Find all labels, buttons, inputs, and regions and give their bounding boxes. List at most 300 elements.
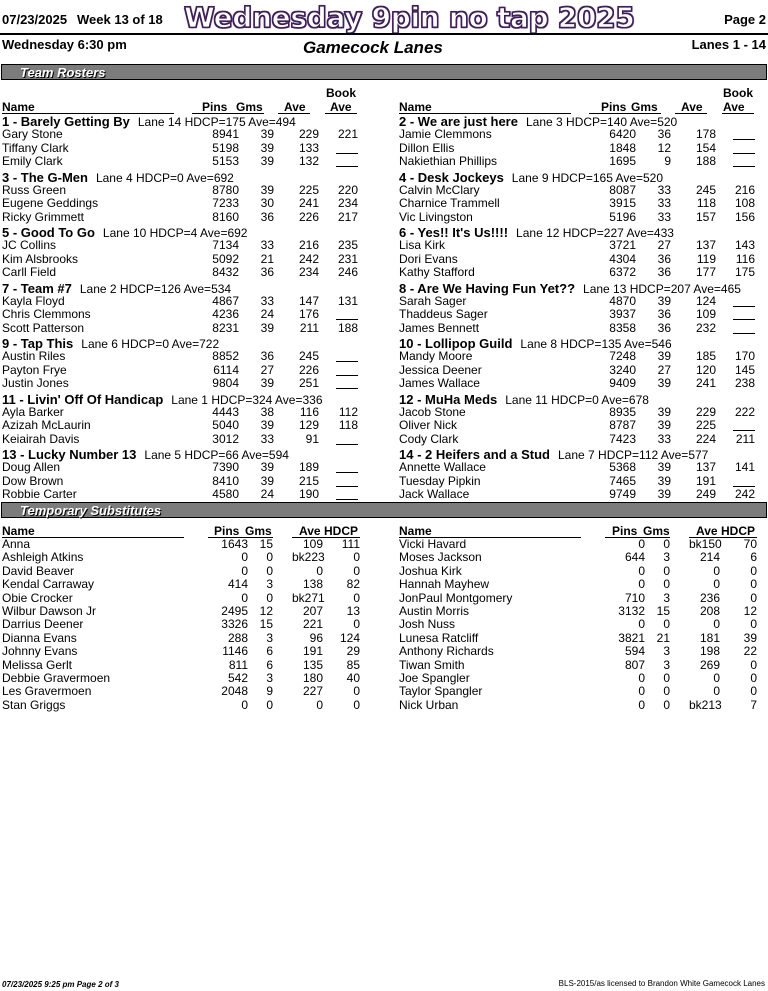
- player-row: [399, 488, 759, 502]
- sub-hdcp: 0: [750, 577, 757, 592]
- player-name: Austin Riles: [2, 349, 66, 363]
- player-games: 39: [260, 473, 274, 488]
- player-average: 118: [696, 196, 716, 210]
- name-header: Name: [399, 100, 432, 114]
- team-title: 2 - We are just here: [399, 114, 518, 129]
- sub-pins: 0: [638, 671, 645, 685]
- sub-pins: 2495: [221, 604, 248, 618]
- sub-name: David Beaver: [2, 563, 75, 578]
- player-games: 36: [260, 209, 274, 224]
- player-pins: 3937: [609, 307, 636, 321]
- player-book-average: 220: [337, 182, 358, 197]
- player-games: 38: [260, 404, 274, 419]
- player-name: Robbie Carter: [2, 487, 77, 501]
- average-header: Ave: [284, 100, 306, 114]
- player-games: 36: [260, 349, 274, 363]
- sub-average: 227: [302, 684, 323, 699]
- player-games: 39: [657, 487, 671, 501]
- sub-row: [399, 578, 768, 592]
- player-book-average: 234: [337, 196, 358, 210]
- games-header: Gms: [631, 100, 658, 114]
- player-average: 226: [298, 209, 319, 224]
- player-pins: 5196: [609, 209, 636, 224]
- sub-name: Johnny Evans: [2, 644, 78, 659]
- sub-pins: 414: [227, 577, 248, 592]
- player-book-average: 116: [735, 251, 755, 266]
- player-row: [399, 142, 759, 156]
- name-header: Name: [2, 100, 35, 114]
- subs-column-left: [2, 524, 372, 724]
- player-row: [399, 475, 759, 489]
- player-games: 33: [260, 238, 274, 252]
- week-label: Week 13 of 18: [77, 12, 163, 27]
- team-info: Lane 13 HDCP=207 Ave=465: [583, 281, 741, 296]
- player-average: 178: [695, 127, 716, 141]
- player-games: 33: [657, 209, 671, 224]
- sub-average: 96: [309, 630, 323, 645]
- player-name: Carll Field: [2, 265, 57, 279]
- sub-games: 0: [266, 590, 273, 605]
- player-book-average: 231: [337, 251, 358, 266]
- player-pins: 8432: [212, 265, 239, 279]
- player-games: 21: [260, 251, 274, 266]
- player-games: 39: [260, 140, 274, 155]
- player-name: Sarah Sager: [399, 293, 467, 308]
- sub-name: Darrius Deener: [2, 617, 84, 632]
- player-average: 176: [298, 307, 319, 321]
- team-info: Lane 6 HDCP=0 Ave=722: [81, 337, 220, 351]
- player-pins: 8852: [212, 349, 239, 363]
- sub-games: 0: [663, 577, 670, 592]
- sub-pins: 0: [241, 697, 248, 712]
- player-pins: 5198: [212, 140, 239, 155]
- player-pins: 4867: [212, 293, 239, 308]
- player-book-average: 216: [734, 182, 755, 197]
- player-pins: 5368: [609, 460, 636, 474]
- team-title: 6 - Yes!! It's Us!!!!: [399, 225, 509, 240]
- book-average-header: Ave: [330, 100, 352, 114]
- player-games: 36: [657, 265, 671, 279]
- sub-name: Kendal Carraway: [2, 577, 95, 592]
- book-average-blank: [733, 295, 755, 307]
- player-book-average: 141: [734, 460, 755, 474]
- player-games: 24: [260, 307, 274, 321]
- sub-hdcp: 40: [346, 671, 360, 685]
- sub-pins: 288: [227, 630, 248, 645]
- sub-average: 198: [699, 644, 720, 659]
- player-average: 147: [298, 293, 319, 308]
- player-name: Keiairah Davis: [2, 431, 80, 446]
- player-pins: 8160: [212, 209, 239, 224]
- team-title: 4 - Desk Jockeys: [399, 169, 504, 185]
- player-name: JC Collins: [2, 238, 57, 252]
- sub-hdcp: 22: [743, 644, 757, 659]
- player-games: 27: [260, 362, 274, 377]
- sub-hdcp: 0: [750, 671, 757, 685]
- player-book-average: 221: [337, 127, 358, 141]
- sub-name: Nick Urban: [399, 697, 459, 712]
- sub-hdcp: 39: [743, 630, 757, 645]
- book-average-blank: [336, 488, 358, 500]
- sub-average: 0: [713, 577, 720, 592]
- center-name: Gamecock Lanes: [303, 38, 443, 57]
- player-row: [2, 461, 362, 475]
- sub-average: 138: [302, 577, 323, 592]
- player-book-average: 131: [337, 293, 358, 308]
- player-name: Vic Livingston: [399, 209, 473, 224]
- player-average: 129: [298, 418, 319, 432]
- player-name: Gary Stone: [2, 127, 63, 141]
- sub-average: 208: [699, 604, 720, 618]
- player-book-average: 238: [734, 376, 755, 390]
- player-pins: 8935: [609, 404, 636, 419]
- book-average-blank: [336, 377, 358, 389]
- player-average: 154: [695, 140, 716, 155]
- sub-pins: 542: [227, 671, 248, 685]
- player-row: [399, 461, 759, 475]
- sub-pins: 594: [624, 644, 645, 659]
- player-book-average: 242: [734, 487, 755, 501]
- sub-hdcp: 82: [346, 577, 360, 592]
- sub-name: JonPaul Montgomery: [399, 590, 513, 605]
- sub-name: Taylor Spangler: [399, 684, 483, 699]
- book-average-header: Ave: [723, 100, 745, 114]
- player-row: [399, 239, 759, 253]
- player-row: [2, 419, 362, 433]
- player-book-average: 235: [337, 238, 358, 252]
- player-name: Ayla Barker: [2, 404, 64, 419]
- player-pins: 3721: [609, 238, 636, 252]
- sub-average: 207: [302, 604, 323, 618]
- footer-print-info: 07/23/2025 9:25 pm Page 2 of 3: [2, 980, 119, 989]
- player-pins: 5092: [212, 251, 239, 266]
- player-games: 33: [657, 431, 671, 446]
- player-name: Dillon Ellis: [399, 140, 455, 155]
- sub-average: 236: [699, 590, 720, 605]
- sub-average: bk213: [689, 697, 722, 712]
- player-pins: 5040: [212, 418, 239, 432]
- player-name: James Wallace: [399, 376, 480, 390]
- team-title: 1 - Barely Getting By: [2, 114, 130, 129]
- sub-games: 0: [663, 697, 670, 712]
- sub-pins: 1146: [222, 644, 248, 659]
- sub-games: 0: [663, 684, 670, 699]
- player-name: Emily Clark: [2, 154, 63, 168]
- sub-games: 3: [266, 630, 273, 645]
- sub-pins: 3326: [221, 617, 248, 632]
- team-rosters-band: [1, 64, 767, 80]
- player-book-average: 170: [734, 349, 755, 363]
- player-row: [2, 211, 362, 225]
- book-average-blank: [336, 475, 358, 487]
- sub-row: [2, 645, 372, 659]
- player-average: 226: [298, 362, 319, 377]
- subs-column-right: [399, 524, 768, 724]
- player-pins: 9804: [212, 376, 239, 390]
- team-info: Lane 5 HDCP=66 Ave=594: [144, 448, 289, 462]
- team-title: 14 - 2 Heifers and a Stud: [399, 447, 550, 462]
- player-row: [2, 295, 362, 309]
- player-pins: 4443: [212, 404, 239, 419]
- sub-pins: 3132: [618, 604, 645, 618]
- player-pins: 3915: [609, 196, 636, 210]
- sub-games: 0: [266, 563, 273, 578]
- player-average: 242: [298, 251, 319, 266]
- player-row: [2, 197, 362, 211]
- day-time: Wednesday 6:30 pm: [2, 37, 127, 52]
- sub-pins: 0: [638, 577, 645, 592]
- sub-average: 191: [302, 644, 323, 659]
- player-row: [2, 364, 362, 378]
- player-pins: 7423: [609, 431, 636, 446]
- sub-pins: 0: [638, 563, 645, 578]
- team-info: Lane 7 HDCP=112 Ave=577: [558, 448, 709, 462]
- games-header: Gms: [236, 100, 263, 114]
- team-rosters-heading: Team Rosters: [20, 65, 106, 80]
- player-pins: 4236: [212, 307, 239, 321]
- player-row: [2, 475, 362, 489]
- sub-games: 6: [266, 657, 273, 672]
- team-title: 9 - Tap This: [2, 336, 74, 351]
- sub-pins: 0: [638, 697, 645, 712]
- player-book-average: 188: [337, 320, 358, 335]
- player-average: 185: [695, 349, 716, 363]
- sub-games: 3: [266, 671, 273, 685]
- player-average: 215: [298, 473, 319, 488]
- league-title: Wednesday 9pin no tap 2025: [184, 1, 635, 34]
- sub-games: 3: [663, 644, 670, 659]
- player-pins: 8410: [212, 473, 239, 488]
- sub-name: Anthony Richards: [399, 644, 494, 659]
- player-average: 241: [695, 376, 716, 390]
- team-title: 10 - Lollipop Guild: [399, 336, 513, 351]
- sub-hdcp: 7: [750, 697, 757, 712]
- sub-name: Stan Griggs: [2, 697, 66, 712]
- sub-name: Melissa Gerlt: [2, 657, 73, 672]
- player-pins: 8087: [609, 182, 636, 197]
- sub-games: 3: [663, 657, 670, 672]
- player-name: Chris Clemmons: [2, 307, 91, 321]
- sub-games-header: Gms: [245, 524, 272, 538]
- sub-hdcp: 13: [346, 604, 360, 618]
- player-row: [399, 406, 759, 420]
- player-pins: 1695: [609, 154, 636, 168]
- player-name: Jack Wallace: [399, 487, 470, 501]
- sub-name: Austin Morris: [399, 604, 470, 618]
- player-name: Russ Green: [2, 182, 67, 197]
- player-name: Ricky Grimmett: [2, 209, 84, 224]
- player-pins: 8780: [212, 182, 239, 197]
- sub-hdcp: 0: [750, 563, 757, 578]
- player-name: Jessica Deener: [399, 362, 482, 377]
- book-header: Book: [723, 86, 753, 100]
- sub-name: Tiwan Smith: [399, 657, 465, 672]
- team-title: 12 - MuHa Meds: [399, 391, 498, 407]
- player-row: [2, 128, 362, 142]
- player-games: 36: [657, 320, 671, 335]
- player-pins: 7465: [609, 473, 636, 488]
- book-average-blank: [336, 308, 358, 320]
- player-row: [399, 433, 759, 447]
- player-name: Tuesday Pipkin: [399, 473, 481, 488]
- sub-pins-header: Pins: [612, 524, 638, 538]
- sub-pins: 1643: [221, 537, 248, 551]
- player-games: 39: [260, 320, 274, 335]
- player-average: 124: [695, 293, 716, 308]
- sub-hdcp: 0: [353, 550, 360, 565]
- player-row: [2, 239, 362, 253]
- player-name: Doug Allen: [2, 460, 61, 474]
- player-book-average: 145: [734, 362, 755, 377]
- sub-games: 3: [266, 577, 273, 592]
- player-games: 39: [260, 154, 274, 168]
- player-games: 33: [657, 196, 671, 210]
- player-book-average: 211: [735, 431, 755, 446]
- player-games: 39: [657, 293, 671, 308]
- player-pins: 8231: [212, 320, 239, 335]
- sub-row: [2, 699, 372, 713]
- sub-row: [399, 618, 768, 632]
- player-average: 225: [695, 418, 716, 432]
- sub-hdcp: 6: [750, 550, 757, 565]
- team-title: 8 - Are We Having Fun Yet??: [399, 280, 576, 296]
- player-average: 109: [695, 307, 716, 321]
- sub-average: 135: [302, 657, 323, 672]
- team-info: Lane 1 HDCP=324 Ave=336: [171, 392, 323, 407]
- sub-name: Dianna Evans: [2, 630, 77, 645]
- player-pins: 6372: [609, 265, 636, 279]
- sub-row: [2, 578, 372, 592]
- sub-pins: 811: [228, 657, 248, 672]
- sub-average: 0: [713, 563, 720, 578]
- player-average: 120: [695, 362, 716, 377]
- player-games: 39: [260, 127, 274, 141]
- player-games: 36: [657, 307, 671, 321]
- temporary-substitutes-band: [1, 502, 767, 518]
- average-header: Ave: [681, 100, 703, 114]
- player-book-average: 156: [734, 209, 755, 224]
- player-games: 33: [260, 293, 274, 308]
- sub-row: [2, 551, 372, 565]
- player-average: 133: [298, 140, 319, 155]
- player-name: Thaddeus Sager: [399, 307, 488, 321]
- book-average-blank: [733, 419, 755, 431]
- player-name: Annette Wallace: [399, 460, 486, 474]
- player-pins: 4870: [609, 293, 636, 308]
- sub-name-header: Name: [2, 524, 35, 538]
- player-pins: 7390: [212, 460, 239, 474]
- sub-games-header: Gms: [643, 524, 670, 538]
- team-title: 5 - Good To Go: [2, 225, 95, 240]
- sub-hdcp: 0: [750, 590, 757, 605]
- report-date: 07/23/2025: [2, 12, 68, 27]
- sub-games: 15: [656, 604, 670, 618]
- sub-hdcp: 0: [353, 684, 360, 699]
- player-games: 39: [657, 418, 671, 432]
- sub-name: Josh Nuss: [399, 617, 456, 632]
- team-info: Lane 4 HDCP=0 Ave=692: [95, 170, 234, 185]
- player-row: [399, 253, 759, 267]
- player-row: [399, 419, 759, 433]
- player-games: 9: [664, 154, 671, 168]
- player-book-average: 222: [734, 404, 755, 419]
- player-name: Nakiethian Phillips: [399, 154, 498, 168]
- player-row: [399, 211, 759, 225]
- sub-pins: 644: [624, 550, 645, 565]
- player-average: 91: [305, 431, 319, 446]
- player-average: 249: [695, 487, 716, 501]
- sub-games: 0: [663, 537, 670, 551]
- player-pins: 8941: [212, 127, 239, 141]
- player-games: 39: [260, 460, 274, 474]
- player-average: 132: [298, 154, 319, 168]
- pins-header: Pins: [202, 100, 228, 114]
- team-title: 13 - Lucky Number 13: [2, 447, 137, 462]
- player-pins: 9409: [609, 376, 636, 390]
- sub-games: 0: [663, 563, 670, 578]
- team-info: Lane 10 HDCP=4 Ave=692: [102, 226, 248, 240]
- player-average: 119: [696, 251, 716, 266]
- player-average: 116: [299, 404, 319, 419]
- player-average: 245: [298, 349, 319, 363]
- book-average-blank: [336, 142, 358, 154]
- player-name: Eugene Geddings: [2, 196, 99, 210]
- player-pins: 7134: [212, 238, 239, 252]
- sub-pins: 0: [241, 563, 248, 578]
- player-pins: 7233: [212, 196, 239, 210]
- player-average: 188: [695, 154, 716, 168]
- player-average: 251: [298, 376, 319, 390]
- player-name: Jacob Stone: [399, 404, 466, 419]
- book-average-blank: [336, 350, 358, 362]
- player-average: 225: [298, 182, 319, 197]
- book-average-blank: [336, 364, 358, 376]
- player-row: [399, 128, 759, 142]
- player-pins: 5153: [212, 154, 239, 168]
- player-row: [399, 295, 759, 309]
- player-pins: 4304: [609, 251, 636, 266]
- player-games: 36: [657, 251, 671, 266]
- sub-hdcp: 111: [341, 537, 360, 551]
- page-number: Page 2: [724, 12, 766, 27]
- sub-pins: 0: [241, 550, 248, 565]
- player-row: [399, 184, 759, 198]
- player-games: 39: [657, 404, 671, 419]
- sub-hdcp-header: HDCP: [324, 524, 359, 538]
- book-average-blank: [336, 461, 358, 473]
- sub-hdcp: 0: [353, 590, 360, 605]
- player-average: 157: [695, 209, 716, 224]
- sub-name: Hannah Mayhew: [399, 577, 490, 592]
- player-name: Cody Clark: [399, 431, 459, 446]
- sub-games: 3: [663, 590, 670, 605]
- sub-name: Obie Crocker: [2, 590, 73, 605]
- player-average: 229: [298, 127, 319, 141]
- player-row: [399, 197, 759, 211]
- sub-pins-header: Pins: [214, 524, 240, 538]
- book-average-blank: [733, 142, 755, 154]
- player-name: Calvin McClary: [399, 182, 480, 197]
- player-average: 191: [695, 473, 716, 488]
- team-info: Lane 12 HDCP=227 Ave=433: [516, 226, 674, 240]
- player-name: Dori Evans: [399, 251, 458, 266]
- sub-pins: 0: [638, 537, 645, 551]
- player-name: Kayla Floyd: [2, 293, 65, 308]
- player-book-average: 108: [734, 196, 755, 210]
- team-info: Lane 14 HDCP=175 Ave=494: [137, 115, 296, 129]
- team-info: Lane 2 HDCP=126 Ave=534: [79, 281, 232, 296]
- player-games: 24: [260, 487, 274, 501]
